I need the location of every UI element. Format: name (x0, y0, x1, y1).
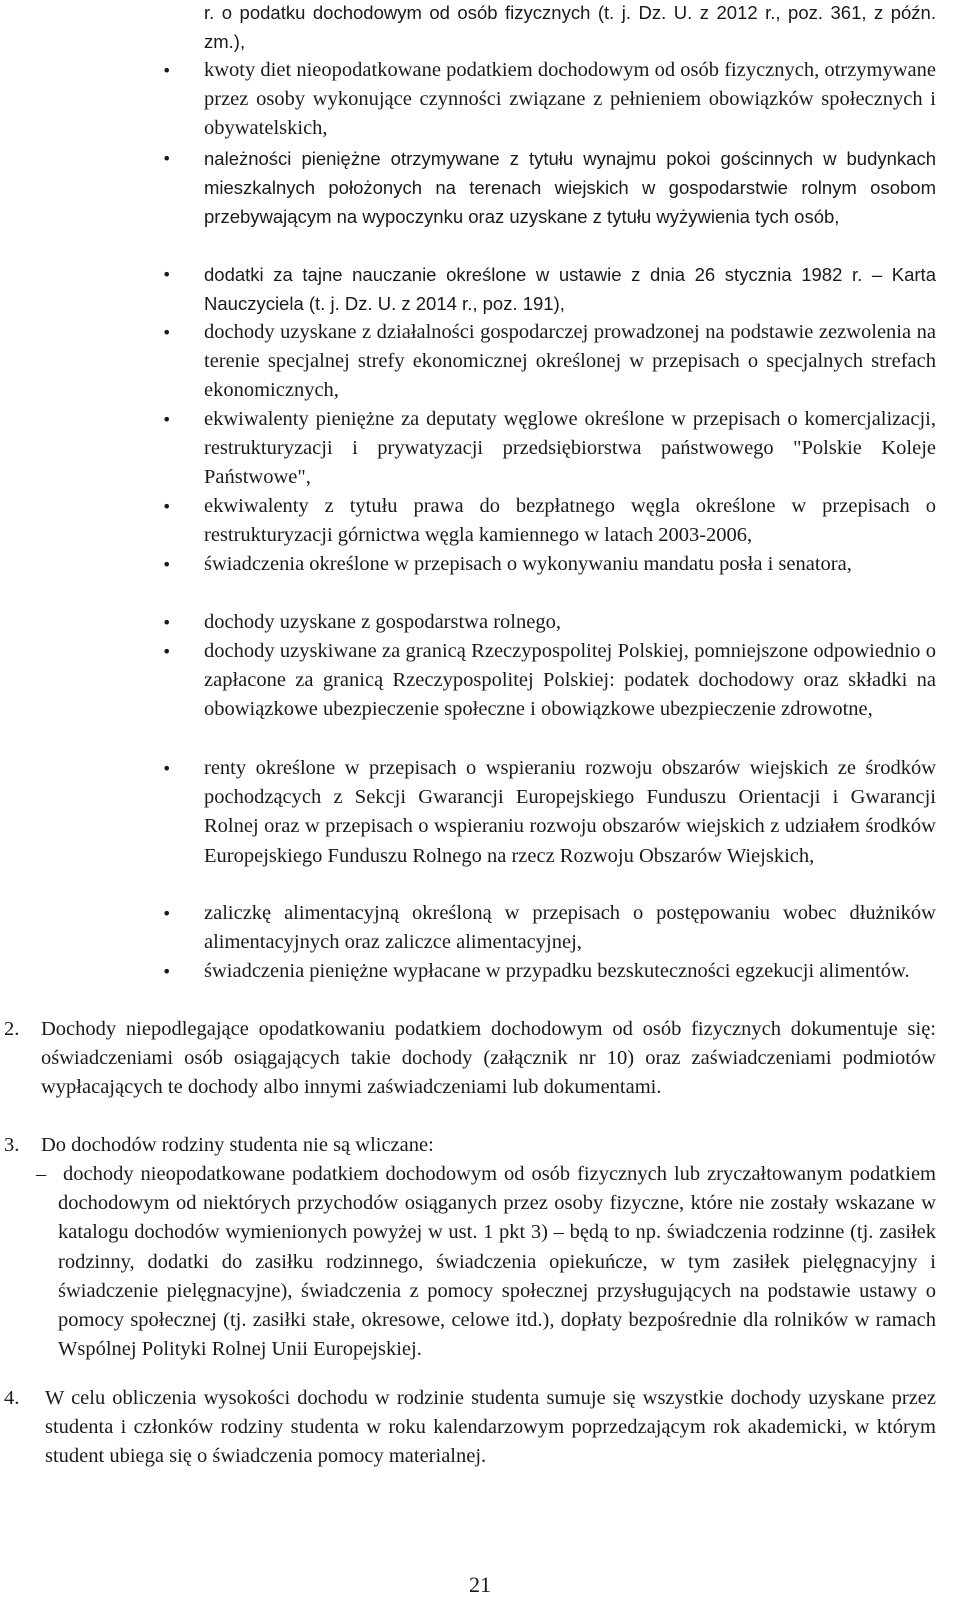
bullet-marker: • (162, 410, 172, 429)
list-item-text: ekwiwalenty z tytułu prawa do bezpłatnego węgla określone w przepisach o restrukturyzacji górnictwa węgla kamiennego w latach 2003-2006, (204, 495, 936, 547)
bullet-marker: • (162, 61, 172, 80)
bullet-marker: • (162, 555, 172, 574)
page-number: 21 (469, 1572, 491, 1597)
item-text: Dochody niepodlegające opodatkowaniu podatkiem dochodowym od osób fizycznych dokumentuje się: oświadczeniami osób osiągających takie dochody (załącznik nr 10) oraz zaświadczeniami podmiotów wypłacających te dochody albo innymi zaświadczeniami lub dokumentami. (41, 1018, 936, 1099)
bullet-marker: • (162, 759, 172, 778)
bullet-marker: • (162, 323, 172, 342)
dash-marker: – (36, 1163, 47, 1185)
bullet-marker: • (162, 613, 172, 632)
item-number: 3. (4, 1134, 20, 1156)
bullet-marker: • (162, 149, 172, 168)
list-item-text: dochody uzyskane z działalności gospodarczej prowadzonej na podstawie zezwolenia na terenie specjalnej strefy ekonomicznej określonej w przepisach o specjalnych strefach ekonomicznych, (204, 321, 936, 402)
dash-item-text (58, 1160, 936, 1364)
list-item-text: świadczenia określone w przepisach o wykonywaniu mandatu posła i senatora, (204, 553, 852, 575)
bullet-marker: • (162, 904, 172, 923)
dash-item-text-content: dochody nieopodatkowane podatkiem dochodowym od osób fizycznych lub zryczałtowanym podatkiem dochodowym od niektórych przychodów osiąganych przez osoby fizyczne, które nie zostały wskazane w katalogu dochodów wymienionych powyżej w ust. 1 pkt 3) – będą to np. świadczenia rodzinne (tj. zasiłek rodzinny, dodatki do zasiłku rodzinnego, świadczenia opiekuńcze, w tym zasiłek pielęgnacyjny i świadczenie pielęgnacyjne), świadczenia z pomocy społecznej przysługujących na podstawie ustawy o pomocy społecznej (tj. zasiłki stałe, okresowe, celowe itd.), dopłaty bezpośrednie dla rolników w ramach Wspólnej Polityki Rolnej Unii Europejskiej. (58, 1163, 936, 1361)
bullet-marker: • (162, 265, 172, 284)
item-text: W celu obliczenia wysokości dochodu w rodzinie studenta sumuje się wszystkie dochody uzyskane przez studenta i członków rodziny studenta w roku kalendarzowym poprzedzającym rok akademicki, w którym student ubiega się o świadczenia pomocy materialnej. (45, 1387, 936, 1468)
item-number: 4. (4, 1387, 20, 1409)
item-number: 2. (4, 1018, 20, 1040)
list-item-text: kwoty diet nieopodatkowane podatkiem dochodowym od osób fizycznych, otrzymywane przez osoby wykonujące czynności związane z pełnieniem obowiązków społecznych i obywatelskich, (204, 59, 936, 140)
list-item-text: zaliczkę alimentacyjną określoną w przepisach o postępowaniu wobec dłużników alimentacyjnych oraz zaliczce alimentacyjnej, (204, 902, 936, 954)
item-text: Do dochodów rodziny studenta nie są wliczane: (41, 1134, 434, 1156)
bullet-marker: • (162, 642, 172, 661)
list-item-text: należności pieniężne otrzymywane z tytułu wynajmu pokoi gościnnych w budynkach mieszkalnych położonych na terenach wiejskich w gospodarstwie rolnym osobom przebywającym na wypoczynku oraz uzyskane z tytułu wyżywienia tych osób, (204, 148, 936, 228)
continuation-text: r. o podatku dochodowym od osób fizycznych (t. j. Dz. U. z 2012 r., poz. 361, z późn. zm.), (204, 2, 936, 53)
list-item-text: dochody uzyskane z gospodarstwa rolnego, (204, 611, 561, 633)
list-item-text: świadczenia pieniężne wypłacane w przypadku bezskuteczności egzekucji alimentów. (204, 960, 910, 982)
bullet-marker: • (162, 497, 172, 516)
list-item-text: dochody uzyskiwane za granicą Rzeczypospolitej Polskiej, pomniejszone odpowiednio o zapłacone za granicą Rzeczypospolitej Polskiej: podatek dochodowy oraz składki na obowiązkowe ubezpieczenie społeczne i obowiązkowe ubezpieczenie zdrowotne, (204, 640, 936, 721)
list-item-text: renty określone w przepisach o wspieraniu rozwoju obszarów wiejskich ze środków pochodzących z Sekcji Gwarancji Europejskiego Funduszu Orientacji i Gwarancji Rolnej oraz w przepisach o wspieraniu rozwoju obszarów wiejskich z udziałem środków Europejskiego Funduszu Rolnego na rzecz Rozwoju Obszarów Wiejskich, (204, 757, 936, 867)
list-item-text: dodatki za tajne nauczanie określone w ustawie z dnia 26 stycznia 1982 r. – Karta Nauczyciela (t. j. Dz. U. z 2014 r., poz. 191), (204, 264, 936, 315)
list-item-text: ekwiwalenty pieniężne za deputaty węglowe określone w przepisach o komercjalizacji, restrukturyzacji i prywatyzacji przedsiębiorstwa państwowego "Polskie Koleje Państwowe", (204, 408, 936, 489)
bullet-marker: • (162, 962, 172, 981)
